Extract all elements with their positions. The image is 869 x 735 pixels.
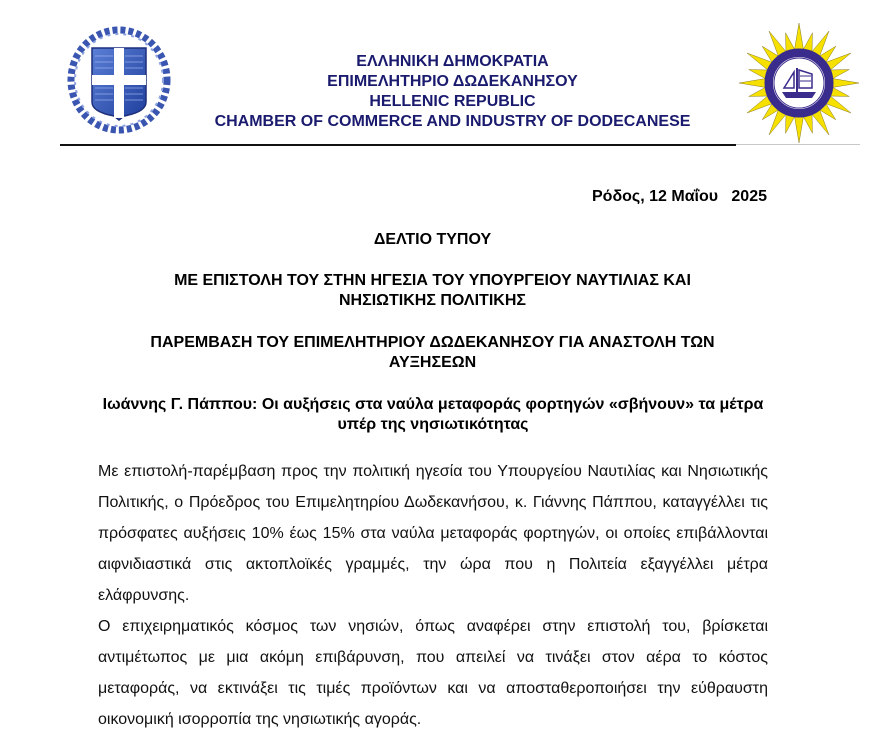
- sun-ray: [749, 87, 768, 96]
- sun-ray: [795, 117, 804, 143]
- body-paragraph: Ο επιχειρηματικός κόσμος των νησιών, όπως αναφέρει στην επιστολή του, βρίσκεται αντιμέτωπος με μια ακόμη επιβάρυνση, που απειλεί να τινάξει στον αέρα το κόστος μεταφοράς, να εκτινάξει τις τιμές προϊόντων και να αποσταθεροποιήσει την εύθραυστη οικονομική ισορροπία της νησιωτικής αγοράς.: [98, 618, 768, 728]
- greek-coat-of-arms-icon: [64, 24, 174, 136]
- sun-ray: [830, 87, 849, 96]
- dodecanese-chamber-sun-logo-icon: [738, 22, 860, 144]
- sun-ray: [830, 70, 849, 79]
- document-heading-2: ΠΑΡΕΜΒΑΣΗ ΤΟΥ ΕΠΙΜΕΛΗΤΗΡΙΟΥ ΔΩΔΕΚΑΝΗΣΟΥ ΓΙΑ ΑΝΑΣΤΟΛΗ ΤΩΝ ΑΥΞΗΣΕΩΝ: [150, 334, 715, 371]
- letterhead-divider-light: [736, 144, 860, 145]
- document-body: [98, 456, 768, 735]
- sun-ray: [739, 79, 765, 88]
- document-type-title: ΔΕΛΤΙΟ ΤΥΠΟΥ: [373, 231, 492, 248]
- letterhead-line-greek-republic: ΕΛΛΗΝΙΚΗ ΔΗΜΟΚΡΑΤΙΑ: [356, 53, 549, 70]
- body-paragraph: Με επιστολή-παρέμβαση προς την πολιτική ηγεσία του Υπουργείου Ναυτιλίας και Νησιωτικής Πολιτικής, ο Πρόεδρος του Επιμελητηρίου Δωδεκανήσου, κ. Γιάννης Πάππου, καταγγέλλει τις πρόσφατες αυξήσεις 10% έως 15% στα ναύλα μεταφοράς φορτηγών, οι οποίες επιβάλλονται αιφνιδιαστικά στις ακτοπλοϊκές γραμμές, την ώρα που η Πολιτεία εξαγγέλλει μέτρα ελάφρυνσης.: [98, 463, 768, 604]
- letterhead-line-chamber-english: CHAMBER OF COMMERCE AND INDUSTRY OF DODECANESE: [214, 113, 691, 130]
- sun-ray: [833, 79, 859, 88]
- letterhead-divider: [60, 144, 736, 146]
- sun-ray: [786, 33, 795, 52]
- document-subheading: Ιωάννης Γ. Πάππου: Οι αυξήσεις στα ναύλα μεταφοράς φορτηγών «σβήνουν» τα μέτρα υπέρ της νησιωτικότητας: [102, 396, 764, 433]
- sun-ray: [803, 114, 812, 133]
- sun-ray: [795, 23, 804, 49]
- letterhead-title-block: [180, 52, 725, 132]
- document-date: Ρόδος, 12 Μαΐου 2025: [592, 188, 767, 205]
- document-heading-1: ΜΕ ΕΠΙΣΤΟΛΗ ΤΟΥ ΣΤΗΝ ΗΓΕΣΙΑ ΤΟΥ ΥΠΟΥΡΓΕΙΟΥ ΝΑΥΤΙΛΙΑΣ ΚΑΙ ΝΗΣΙΩΤΙΚΗΣ ΠΟΛΙΤΙΚΗΣ: [174, 272, 691, 309]
- sun-ray: [749, 70, 768, 79]
- letterhead-line-hellenic-republic: HELLENIC REPUBLIC: [369, 93, 536, 110]
- sun-ray: [803, 33, 812, 52]
- sun-ray: [786, 114, 795, 133]
- letterhead-line-greek-chamber: ΕΠΙΜΕΛΗΤΗΡΙΟ ΔΩΔΕΚΑΝΗΣΟΥ: [327, 73, 578, 90]
